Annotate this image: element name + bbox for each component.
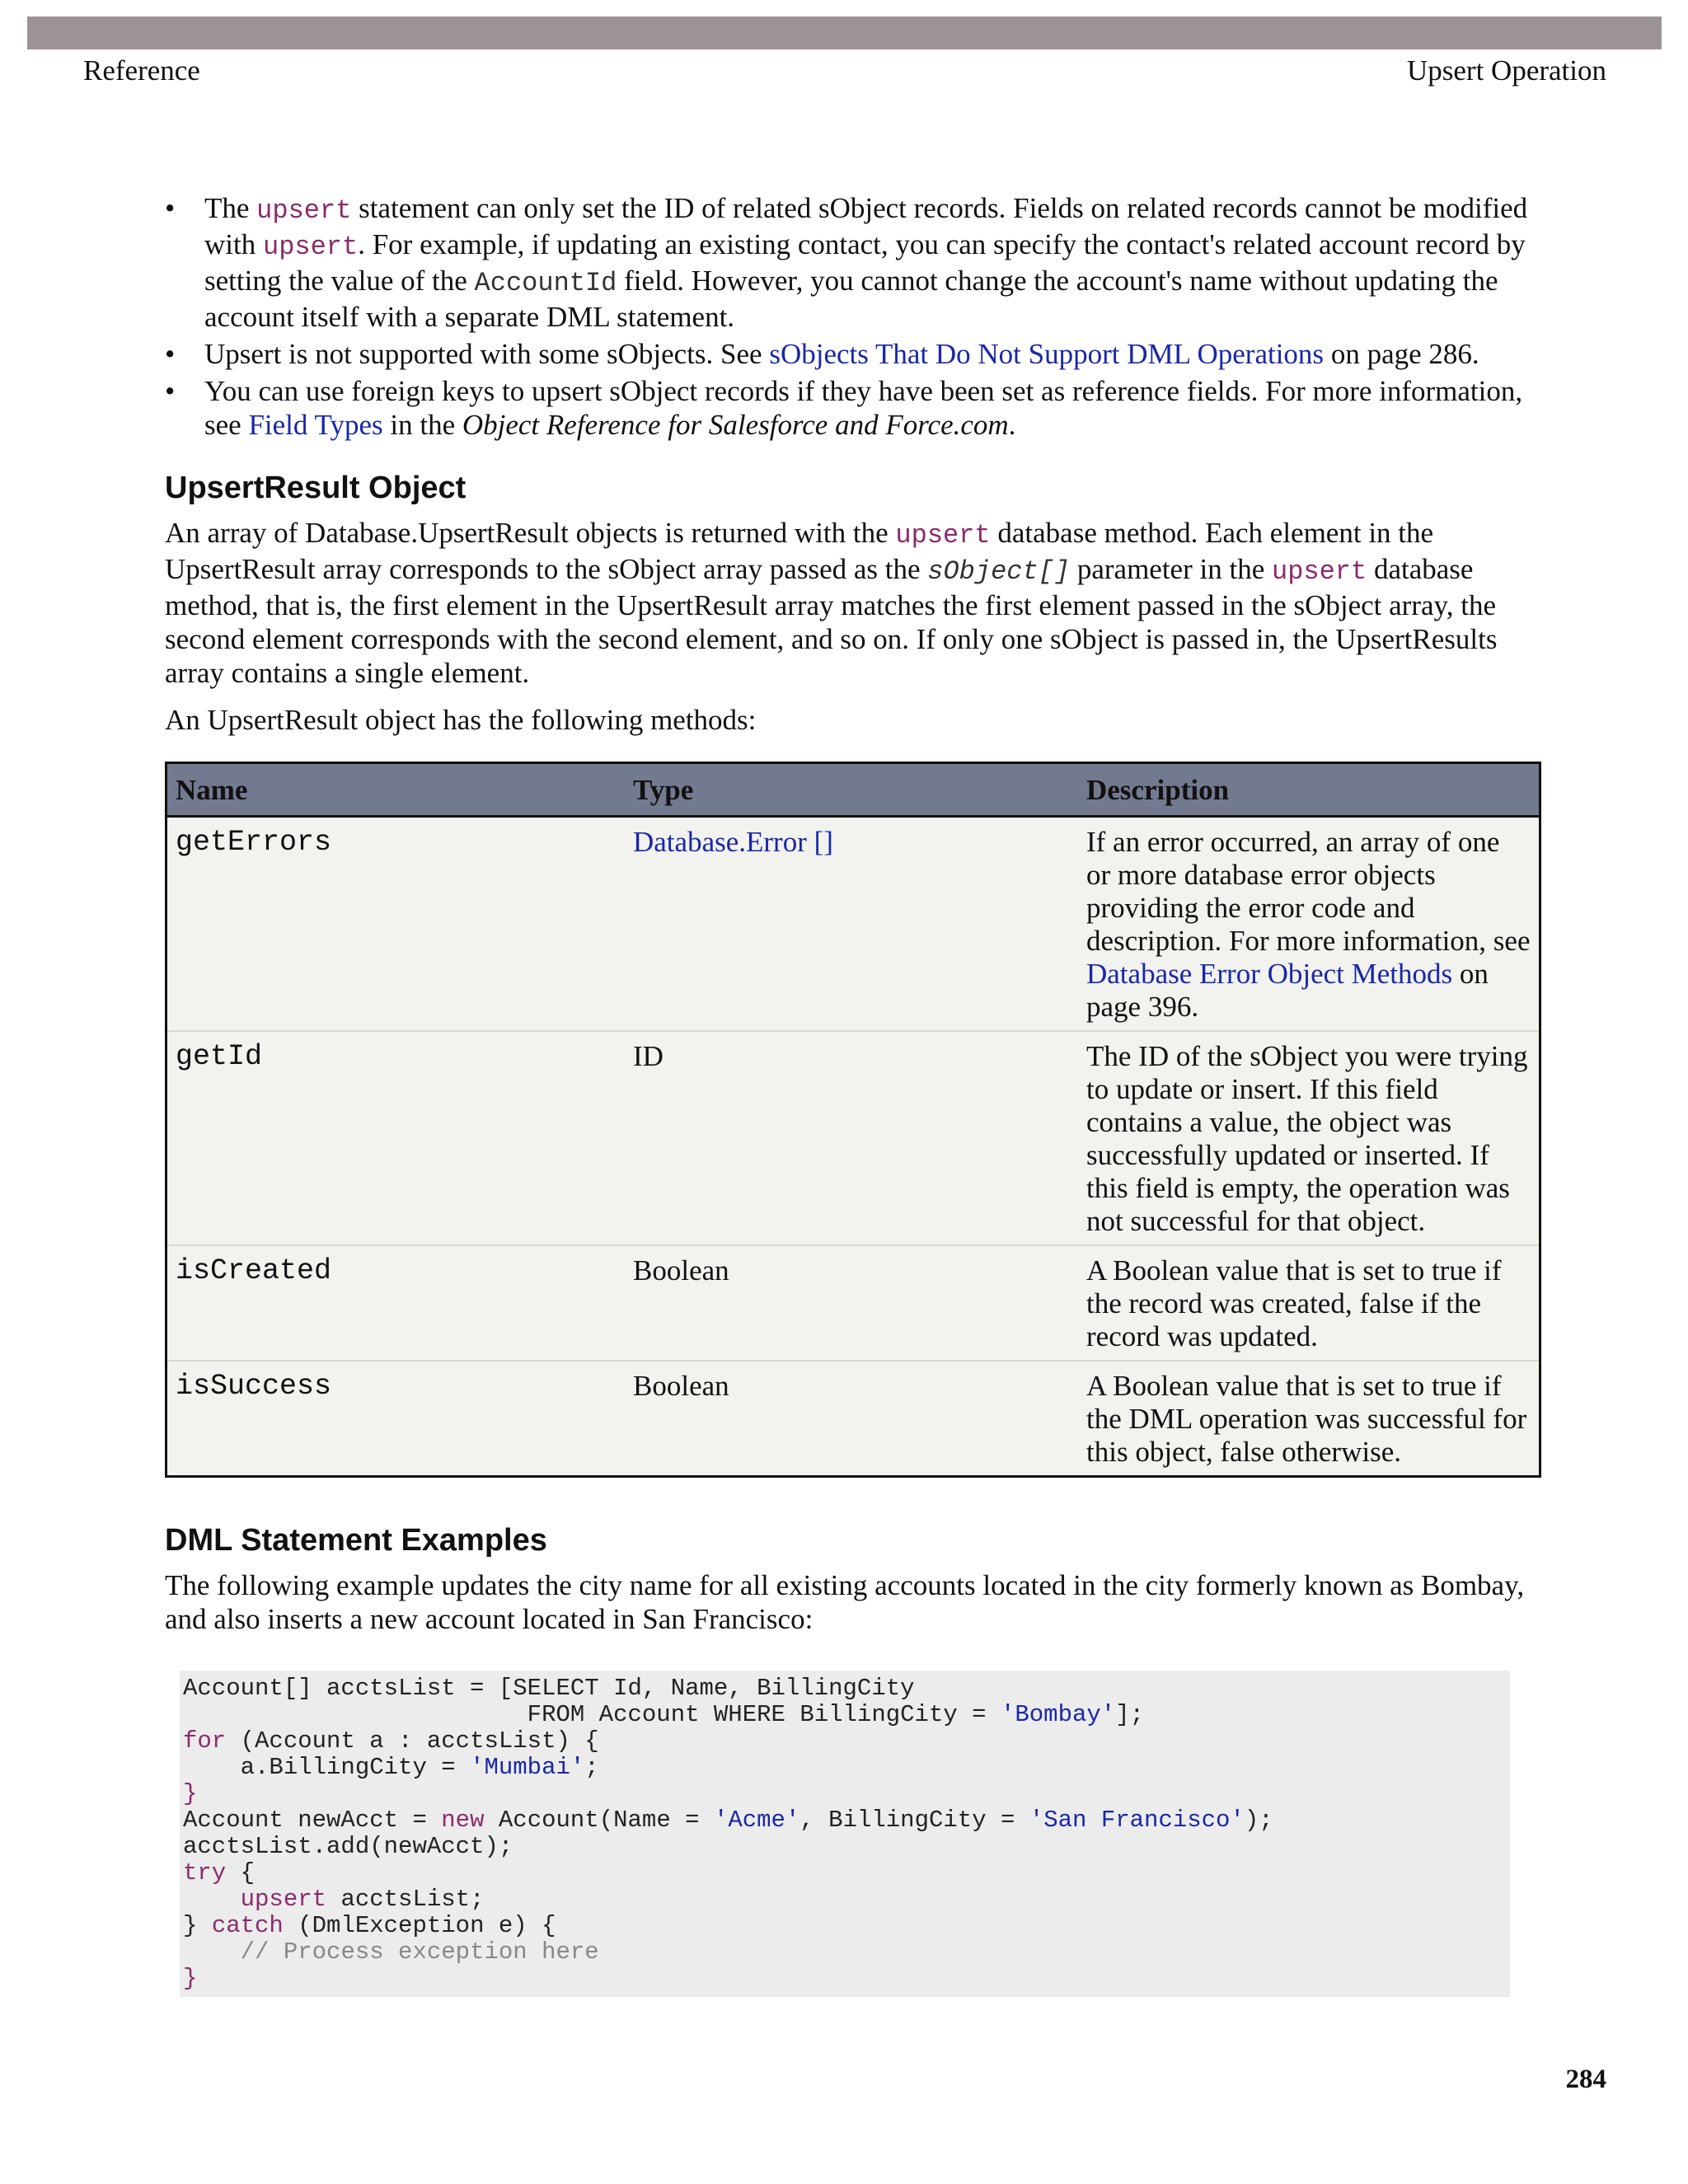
- code-keyword: try: [183, 1859, 227, 1886]
- page-number: 284: [1565, 2064, 1606, 2094]
- code-text: , BillingCity =: [799, 1807, 1029, 1834]
- text: If an error occurred, an array of one or more database error objects providing the error code and description. For more information, see: [1086, 826, 1531, 957]
- method-name: isCreated: [166, 1245, 626, 1361]
- code-comment: // Process exception here: [240, 1938, 599, 1966]
- text: field. However, you cannot change the account's name without updating the account itself with a separate DML statement.: [204, 265, 1498, 333]
- methods-table: [165, 762, 1541, 1478]
- text: database method. Each element in the UpsertResult array corresponds to the sObject array passed as the: [165, 517, 1434, 585]
- text: on page 286.: [1324, 338, 1479, 370]
- method-type: Boolean: [625, 1245, 1078, 1361]
- code-text: {: [226, 1859, 256, 1886]
- list-item: [165, 337, 1543, 371]
- code-line: }: [183, 1965, 198, 1992]
- method-description: A Boolean value that is set to true if the record was created, false if the record was updated.: [1078, 1245, 1540, 1361]
- code-line: acctsList.add(newAcct);: [183, 1833, 513, 1860]
- method-type: Boolean: [625, 1361, 1078, 1477]
- header-bar: [27, 16, 1662, 49]
- code-text: (DmlException e) {: [283, 1912, 556, 1939]
- column-header-description: Description: [1078, 763, 1540, 817]
- code-keyword: upsert: [240, 1886, 327, 1913]
- text: An array of Database.UpsertResult objects is returned with the: [165, 517, 896, 549]
- code-line: FROM Account WHERE BillingCity =: [183, 1701, 1001, 1728]
- bullet-icon: •: [165, 338, 176, 370]
- code-line: }: [183, 1780, 198, 1807]
- column-header-type: Type: [625, 763, 1078, 817]
- text: in the: [382, 409, 462, 441]
- text: database method, that is, the first element in the UpsertResult array matches the first element passed in the sObject array, the second element corresponds with the second element, and so on. If only one sObject is passed in, the UpsertResults array contains a single element.: [165, 553, 1498, 689]
- code-inline: sObject[]: [927, 556, 1071, 587]
- table-row: [166, 1245, 1540, 1361]
- code-string: 'Acme': [713, 1807, 800, 1834]
- code-indent: [183, 1886, 241, 1913]
- method-name: isSuccess: [166, 1361, 626, 1477]
- link-field-types[interactable]: Field Types: [248, 409, 383, 441]
- bullet-icon: •: [165, 375, 176, 407]
- list-item: [165, 191, 1543, 334]
- column-header-name: Name: [166, 763, 626, 817]
- method-name: getErrors: [166, 817, 626, 1032]
- list-item: [165, 374, 1543, 442]
- paragraph: An UpsertResult object has the following methods:: [165, 704, 757, 736]
- text: on page 396.: [1086, 958, 1489, 1023]
- code-keyword: upsert: [256, 195, 352, 226]
- method-name: getId: [166, 1031, 626, 1245]
- page-content: [165, 191, 1543, 1997]
- bullet-icon: •: [165, 192, 176, 224]
- code-inline: AccountId: [474, 268, 617, 298]
- code-string: 'Mumbai': [470, 1754, 585, 1781]
- code-keyword: upsert: [1271, 556, 1367, 587]
- code-keyword: new: [441, 1807, 485, 1834]
- method-description: The ID of the sObject you were trying to update or insert. If this field contains a value, the object was successfully updated or inserted. If this field is empty, the operation was not successful for that object.: [1078, 1031, 1540, 1245]
- book-title: Object Reference for Salesforce and Force.com: [462, 409, 1009, 441]
- text: . For example, if updating an existing contact, you can specify the contact's related account record by setting the value of the: [204, 228, 1526, 297]
- link-database-error[interactable]: Database.Error []: [633, 826, 833, 858]
- paragraph: [165, 516, 1543, 690]
- text: parameter in the: [1070, 553, 1272, 585]
- method-type: [625, 817, 1078, 1032]
- code-indent: [183, 1938, 241, 1966]
- text: statement can only set the ID of related sObject records. Fields on related records cannot be modified with: [204, 192, 1528, 260]
- text: .: [1008, 409, 1016, 441]
- code-line: Account[] acctsList = [SELECT Id, Name, BillingCity: [183, 1675, 915, 1702]
- table-row: [166, 817, 1540, 1032]
- code-text: Account(Name =: [484, 1807, 714, 1834]
- code-text: }: [183, 1912, 212, 1939]
- code-text: acctsList;: [326, 1886, 485, 1913]
- method-description: A Boolean value that is set to true if the DML operation was successful for this object, false otherwise.: [1078, 1361, 1540, 1477]
- section-heading-upsertresult: UpsertResult Object: [165, 471, 467, 505]
- bullet-list: [165, 191, 1543, 442]
- code-string: 'San Francisco': [1029, 1807, 1245, 1834]
- code-text: );: [1244, 1807, 1273, 1834]
- table-row: [166, 1031, 1540, 1245]
- code-line: a.BillingCity =: [183, 1754, 471, 1781]
- text: The: [204, 192, 257, 224]
- header-topic-title: Upsert Operation: [1406, 54, 1606, 87]
- link-database-error-methods[interactable]: Database Error Object Methods: [1086, 958, 1453, 990]
- code-text: ];: [1115, 1701, 1145, 1728]
- code-text: ;: [584, 1754, 599, 1781]
- code-keyword: upsert: [895, 520, 991, 551]
- header-section-title: Reference: [83, 54, 200, 87]
- code-text: (Account a : acctsList) {: [226, 1727, 599, 1755]
- section-heading-dml-examples: DML Statement Examples: [165, 1523, 547, 1558]
- code-keyword: catch: [211, 1912, 284, 1939]
- code-line: Account newAcct =: [183, 1807, 442, 1834]
- code-block: [180, 1671, 1510, 1997]
- code-keyword: for: [183, 1727, 227, 1755]
- method-type: ID: [625, 1031, 1078, 1245]
- text: You can use foreign keys to upsert sObject records if they have been set as reference fields. For more information, see: [204, 375, 1523, 441]
- table-header-row: [166, 763, 1540, 817]
- table-row: [166, 1361, 1540, 1477]
- method-description: [1078, 817, 1540, 1032]
- paragraph: The following example updates the city name for all existing accounts located in the city formerly known as Bombay, and also inserts a new account located in San Francisco:: [165, 1569, 1525, 1635]
- code-keyword: upsert: [262, 232, 359, 262]
- code-string: 'Bombay': [1000, 1701, 1116, 1728]
- link-sobjects-no-dml[interactable]: sObjects That Do Not Support DML Operations: [769, 338, 1325, 370]
- text: Upsert is not supported with some sObjects. See: [204, 338, 770, 370]
